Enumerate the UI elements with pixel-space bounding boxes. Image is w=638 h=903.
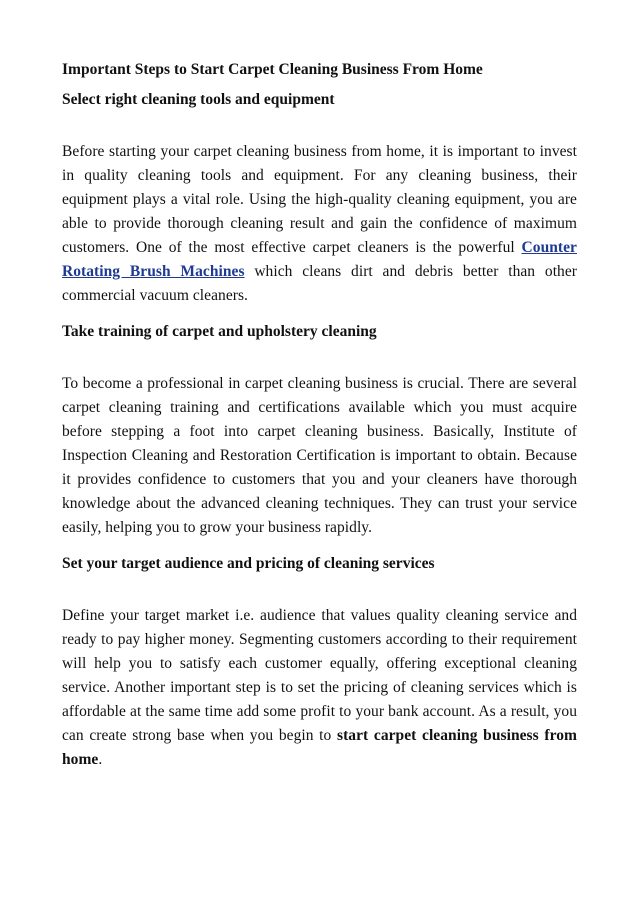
body-text: . [98,751,103,768]
emphasis-text: start carpet cleaning business from home [62,727,578,768]
section-heading-training: Take training of carpet and upholstery cleaning [62,323,377,340]
section-body-tools [62,140,577,308]
body-text: which cleans dirt and debris better than other commercial vacuum cleaners. [62,263,577,304]
document-page [62,58,577,772]
body-text: Before starting your carpet cleaning business from home, it is important to invest in quality cleaning tools and equipment. For any cleaning business, their equipment plays a vital role. Using the high-quality cleaning equipment, you are able to provide thorough cleaning result and gain the confidence of maximum customers. One of the most effective carpet cleaners is the powerful [62,143,577,256]
section-heading-audience: Set your target audience and pricing of cleaning services [62,555,435,572]
body-text: Define your target market i.e. audience that values quality cleaning service and ready to pay higher money. Segmenting customers according to their requirement will help you to satisfy each customer equally, offering exceptional cleaning service. Another important step is to set the pricing of cleaning services which is affordable at the same time add some profit to your bank account. As a result, you can create strong base when you begin to [62,607,577,744]
counter-rotating-brush-machines-link[interactable]: Counter Rotating Brush Machines [62,239,577,280]
document-title: Important Steps to Start Carpet Cleaning Business From Home [62,61,483,78]
section-body-training: To become a professional in carpet cleaning business is crucial. There are several carpet cleaning training and certifications available which you must acquire before stepping a foot into carpet cleaning business. Basically, Institute of Inspection Cleaning and Restoration Certification is important to obtain. Because it provides confidence to customers that you and your cleaners have thorough knowledge about the advanced cleaning techniques. They can trust your service easily, helping you to grow your business rapidly. [62,375,577,536]
section-body-audience [62,604,577,772]
section-heading-tools: Select right cleaning tools and equipment [62,91,335,108]
